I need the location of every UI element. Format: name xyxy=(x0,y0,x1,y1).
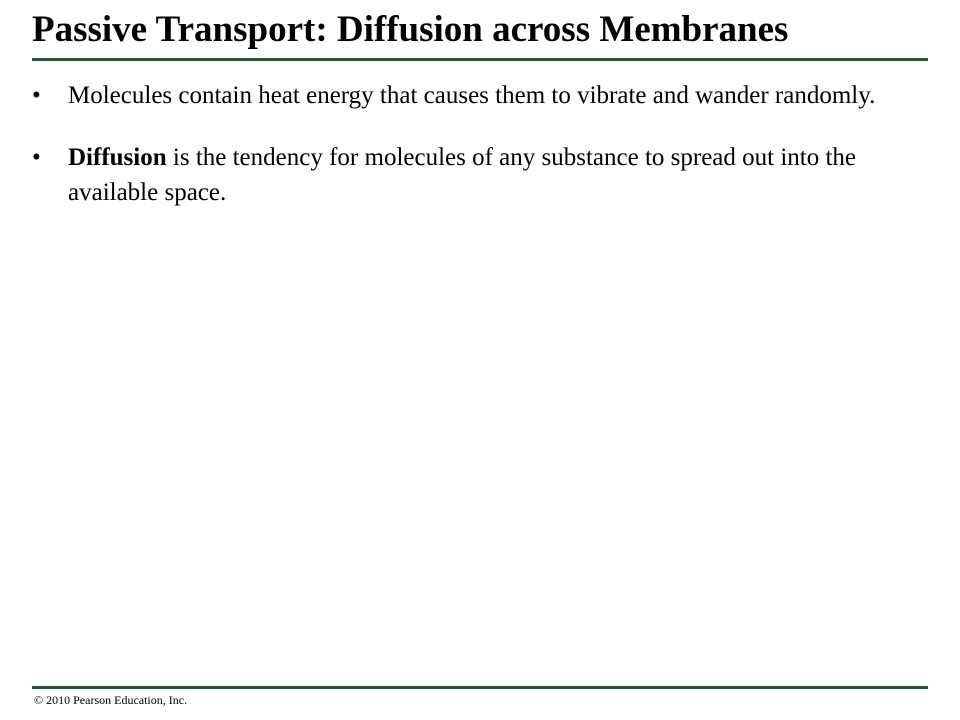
bullet-text: is the tendency for molecules of any substance to spread out into the available space. xyxy=(68,144,857,206)
footer-divider xyxy=(32,686,928,689)
bold-term-diffusion: Diffusion xyxy=(68,144,167,171)
bullet-icon: • xyxy=(32,82,41,109)
copyright-notice: © 2010 Pearson Education, Inc. xyxy=(34,693,188,707)
bullet-icon: • xyxy=(32,144,41,171)
title-divider xyxy=(32,58,928,61)
bullet-item-heat-energy xyxy=(32,78,892,113)
slide-title: Passive Transport: Diffusion across Membranes xyxy=(32,9,789,50)
bullet-list xyxy=(32,78,892,237)
bullet-item-diffusion xyxy=(32,140,892,210)
bullet-text: Molecules contain heat energy that causes them to vibrate and wander randomly. xyxy=(68,82,876,109)
